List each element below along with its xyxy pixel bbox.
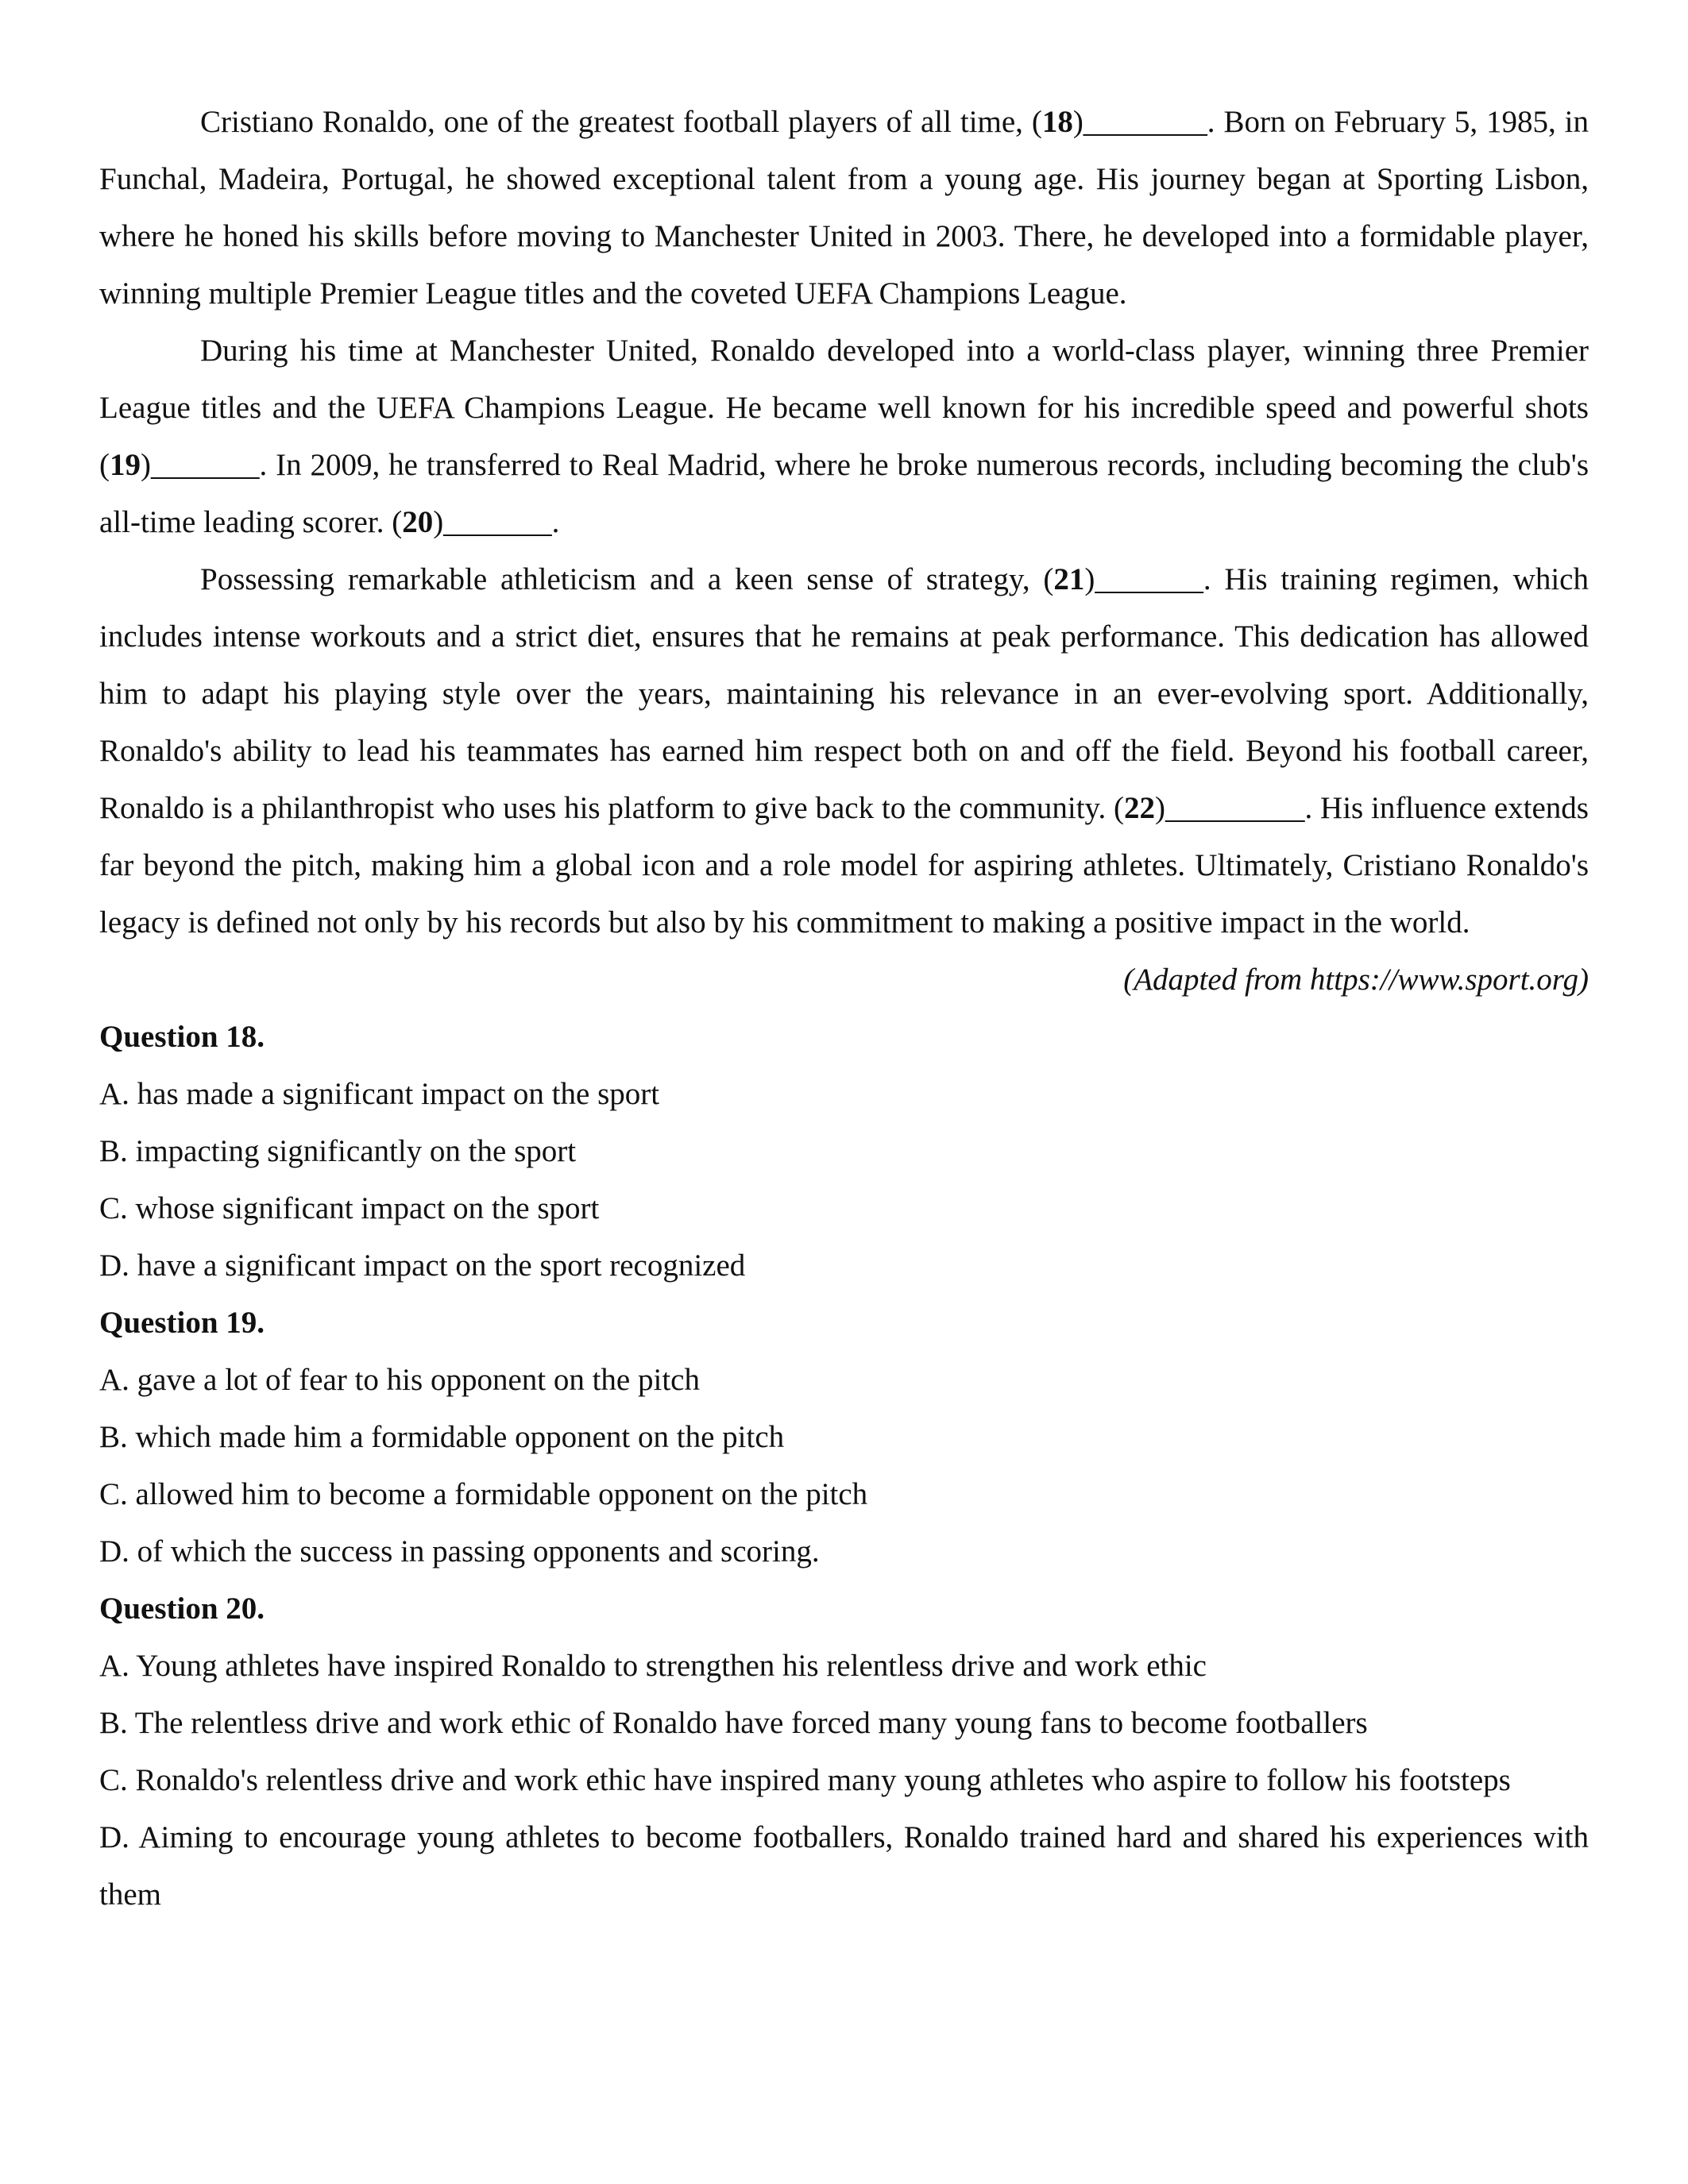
question-20-option-b: B. The relentless drive and work ethic of Ronaldo have forced many young fans to become footballers [99,1706,1368,1740]
passage-paragraph-1 [99,94,1589,322]
passage-text: Cristiano Ronaldo, one of the greatest football players of all time, ( [200,105,1042,139]
blank-20: )_______. [433,505,560,539]
question-18-title: Question 18. [99,1020,265,1054]
passage-text: His influence extends far beyond the pitch, making him a global icon and a role model for aspiring athletes. Ultimately, Cristiano Ronaldo's legacy is defined not only by his records but also by his commitment to making a positive impact in the world. [99,791,1589,940]
blank-number-18: 18 [1041,105,1073,139]
blank-21: )_______. [1084,562,1211,596]
passage-text: In 2009, he transferred to Real Madrid, where he broke numerous records, including becoming the club's all-time leading scorer. ( [99,448,1589,539]
question-20-title: Question 20. [99,1592,265,1626]
question-19-option-b: B. which made him a formidable opponent on the pitch [99,1420,785,1454]
passage-text: Possessing remarkable athleticism and a keen sense of strategy, ( [200,562,1054,596]
passage-paragraph-2 [99,322,1589,551]
passage-text: Born on February 5, 1985, in Funchal, Madeira, Portugal, he showed exceptional talent from a young age. His journey began at Sporting Lisbon, where he honed his skills before moving to Manchester United in 2003. There, he developed into a formidable player, winning multiple Premier League titles and the coveted UEFA Champions League. [99,105,1589,311]
question-20-option-c: C. Ronaldo's relentless drive and work ethic have inspired many young athletes who aspire to follow his footsteps [99,1763,1511,1797]
question-19-option-c: C. allowed him to become a formidable opponent on the pitch [99,1477,868,1511]
question-19-option-d: D. of which the success in passing opponents and scoring. [99,1534,820,1569]
question-18-option-b: B. impacting significantly on the sport [99,1134,577,1168]
blank-number-20: 20 [402,505,434,539]
blank-number-21: 21 [1053,562,1085,596]
blank-22: )_________. [1155,791,1313,825]
question-18-option-a: A. has made a significant impact on the sport [99,1077,660,1111]
question-20-option-a: A. Young athletes have inspired Ronaldo to strengthen his relentless drive and work ethic [99,1649,1207,1683]
exam-page [99,94,1589,1924]
blank-19: )_______. [141,448,268,482]
blank-number-22: 22 [1124,791,1156,825]
question-20-option-d: D. Aiming to encourage young athletes to become footballers, Ronaldo trained hard and shared his experiences with them [99,1820,1589,1912]
passage-text: His training regimen, which includes intense workouts and a strict diet, ensures that he remains at peak performance. This dedication has allowed him to adapt his playing style over the years, maintaining his relevance in an ever-evolving sport. Additionally, Ronaldo's ability to lead his teammates has earned him respect both on and off the field. Beyond his football career, Ronaldo is a philanthropist who uses his platform to give back to the community. ( [99,562,1589,825]
passage-text: During his time at Manchester United, Ronaldo developed into a world-class player, winning three Premier League titles and the UEFA Champions League. He became well known for his incredible speed and powerful shots ( [99,334,1589,482]
passage-paragraph-3 [99,551,1589,951]
question-18-option-d: D. have a significant impact on the sport recognized [99,1248,746,1283]
source-citation: (Adapted from https://www.sport.org) [1123,963,1589,997]
blank-18: )________. [1072,105,1215,139]
blank-number-19: 19 [110,448,141,482]
question-19-option-a: A. gave a lot of fear to his opponent on the pitch [99,1363,700,1397]
question-18-option-c: C. whose significant impact on the sport [99,1191,600,1225]
question-19-title: Question 19. [99,1306,265,1340]
